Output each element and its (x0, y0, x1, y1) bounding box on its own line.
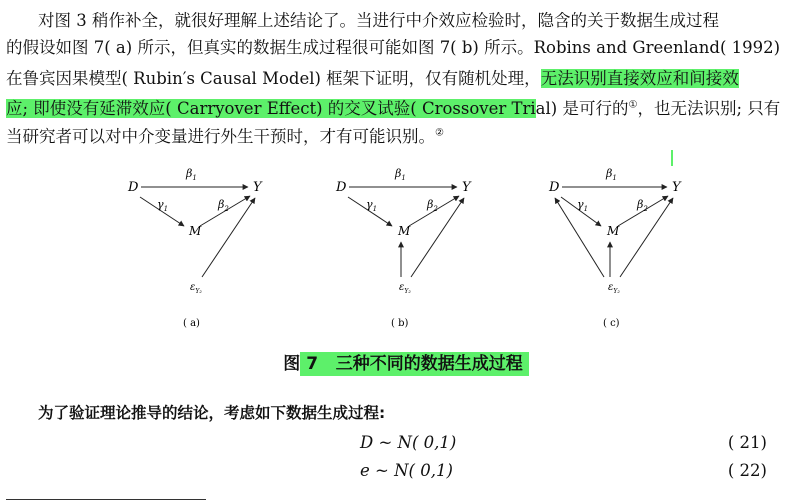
caption-highlighted (300, 352, 529, 376)
svg-text:β1 (605, 167, 617, 182)
footnote-marker-2[interactable]: ② (435, 127, 444, 139)
paragraph-line-3-text: 在鲁宾因果模型( Rubin′s Causal Model) 框架下证明，仅有随机处理， (6, 69, 541, 88)
paragraph-line-4 (6, 98, 806, 120)
panel-a-label: ( a) (183, 318, 200, 329)
node-y: Y (672, 180, 681, 195)
panel-c (548, 167, 682, 329)
equation-21: D ~ N( 0,1) (360, 433, 457, 452)
equation-21-number: ( 21) (727, 433, 767, 452)
svg-text:γ1 (577, 198, 588, 213)
epsilon-sub: Y₂ (613, 288, 620, 295)
beta-2-sub: 2 (643, 205, 648, 213)
equation-22: e ~ N( 0,1) (360, 461, 453, 480)
node-y: Y (462, 180, 471, 195)
svg-text:εY₂ (190, 282, 202, 295)
panel-a (127, 167, 263, 329)
svg-text:β2 (636, 198, 648, 213)
panel-b (335, 167, 472, 329)
paragraph-line-4-tail: ，也无法识别; 只有 (637, 99, 781, 118)
gamma-1-label: γ (366, 198, 373, 211)
epsilon-label: ε (399, 282, 405, 293)
node-d: D (128, 180, 139, 195)
node-d: D (336, 180, 347, 195)
caption-text: 三种不同的数据生成过程 (335, 354, 523, 374)
paragraph-line-1: 对图 3 稍作补全，就很好理解上述结论了。当进行中介效应检验时，隐含的关于数据生成过程 (38, 11, 719, 30)
svg-text:β2 (217, 198, 229, 213)
panel-b-label: ( b) (391, 318, 409, 329)
gamma-1-label: γ (577, 198, 584, 211)
paragraph-line-2: 的假设如图 7( a) 所示，但真实的数据生成过程很可能如图 7( b) 所示。Robins and Greenland( 1992) (6, 38, 781, 57)
paragraph-line-3 (6, 68, 806, 90)
highlighted-text: 无法识别直接效应和间接效 (540, 69, 739, 88)
svg-text:εY₂ (399, 282, 411, 295)
beta-1-label: β (606, 167, 613, 180)
beta-2-sub: 2 (224, 205, 229, 213)
figure-7-diagram (0, 160, 812, 335)
paragraph-line-4-text: al) 是可行的 (535, 99, 629, 118)
gamma-1-sub: 1 (163, 205, 169, 213)
node-m: M (189, 224, 202, 238)
svg-text:γ1 (366, 198, 377, 213)
intro-sentence: 为了验证理论推导的结论，考虑如下数据生成过程: (38, 404, 386, 422)
beta-1-sub: 1 (192, 174, 197, 182)
svg-text:β1 (394, 167, 406, 182)
caption-prefix: 图 (283, 354, 301, 374)
svg-text:β2 (426, 198, 438, 213)
beta-2-label: β (218, 198, 225, 211)
beta-2-sub: 2 (433, 205, 438, 213)
footnote-marker-1[interactable]: ① (628, 99, 638, 111)
node-m: M (607, 224, 620, 238)
epsilon-label: ε (190, 282, 196, 293)
gamma-1-sub: 1 (372, 205, 378, 213)
beta-1-label: β (395, 167, 402, 180)
gamma-1-sub: 1 (583, 205, 589, 213)
gamma-1-label: γ (157, 198, 164, 211)
beta-2-label: β (427, 198, 434, 211)
equation-22-number: ( 22) (727, 461, 767, 480)
highlighted-text: 应; 即使没有延滞效应( Carryover Effect) 的交叉试验( Crossover Tri (6, 99, 536, 118)
footnote-rule (6, 499, 206, 500)
svg-text:β1 (185, 167, 197, 182)
node-d: D (549, 180, 560, 195)
epsilon-sub: Y₂ (195, 288, 202, 295)
figure-caption (0, 352, 812, 376)
epsilon-sub: Y₂ (404, 288, 411, 295)
panel-c-label: ( c) (603, 318, 620, 329)
beta-1-label: β (186, 167, 193, 180)
caption-number: 7 (306, 354, 319, 374)
beta-2-label: β (637, 198, 644, 211)
beta-1-sub: 1 (612, 174, 617, 182)
paragraph-line-5-text: 当研究者可以对中介变量进行外生干预时，才有可能识别。 (6, 127, 435, 146)
node-m: M (398, 224, 411, 238)
svg-text:εY₂ (608, 282, 620, 295)
svg-text:γ1 (157, 198, 168, 213)
epsilon-label: ε (608, 282, 614, 293)
node-y: Y (253, 180, 262, 195)
paragraph-line-5 (6, 126, 806, 148)
beta-1-sub: 1 (401, 174, 406, 182)
